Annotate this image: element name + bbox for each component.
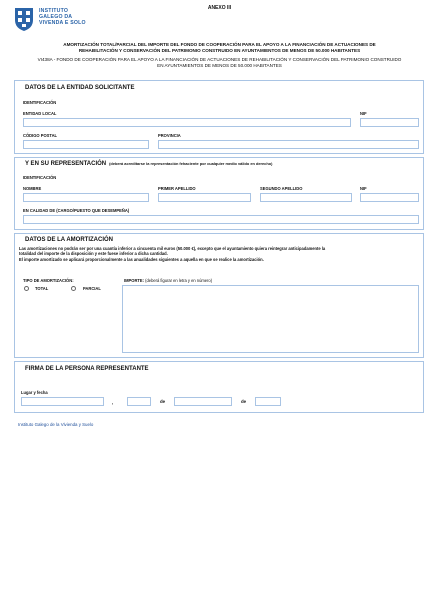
dia-field[interactable]	[127, 397, 151, 406]
nombre-label: NOMBRE	[23, 186, 42, 191]
identificacion-label: IDENTIFICACIÓN	[23, 175, 57, 180]
nombre-field[interactable]	[23, 193, 149, 202]
segundo-apellido-field[interactable]	[260, 193, 352, 202]
document-title	[15, 42, 424, 54]
importe-label	[124, 278, 212, 283]
footer-text: Instituto Galego de la Vivienda y Suelo	[18, 422, 94, 427]
nif-label: NIF	[360, 111, 367, 116]
amortizacion-text	[19, 246, 421, 262]
anexo-label: ANEXO III	[207, 5, 232, 11]
logo	[13, 6, 113, 42]
parcial-radio[interactable]	[71, 286, 76, 291]
logo-line: GALEGO DA	[39, 14, 73, 21]
parcial-label: PARCIAL	[83, 286, 101, 291]
segundo-apellido-label: SEGUNDO APELLIDO	[260, 186, 303, 191]
subtitle-line: EN AYUNTAMIENTOS DE MENOS DE 50.000 HABITANTES	[157, 63, 282, 68]
de-separator: de	[160, 399, 166, 404]
title-line: REHABILITACIÓN Y CONSERVACIÓN DEL PATRIMONIO CONSTRUIDO EN AYUNTAMIENTOS DE MENOS DE 50.000 HABITANTES	[78, 48, 361, 53]
text-line: El importe amortizado se aplicará proporcionalmente a las anualidades siguientes a aquella en que se realice la amortización.	[19, 256, 264, 262]
section-title	[25, 161, 272, 167]
section-firma	[14, 361, 424, 413]
codigo-postal-label: CÓDIGO POSTAL	[23, 133, 58, 138]
importe-note: (deberá figurar en letra y en número)	[145, 278, 213, 283]
nif-field[interactable]	[360, 193, 419, 202]
subtitle-line: VI438A - FONDO DE COOPERACIÓN PARA EL APOYO A LA FINANCIACIÓN DE ACTUACIONES DE REHABILITACIÓN Y CONSERVACIÓN DEL PATRIMONIO CONSTRUIDO	[37, 57, 402, 62]
identificacion-label: IDENTIFICACIÓN	[23, 100, 57, 105]
lugar-field[interactable]	[21, 397, 104, 406]
importe-field[interactable]	[122, 285, 419, 353]
ano-field[interactable]	[255, 397, 281, 406]
nif-label: NIF	[360, 186, 367, 191]
text-line: totalidad del importe de la disposición y este fuese inferior a dicha cantidad.	[19, 251, 168, 257]
comma-separator: ,	[112, 400, 114, 405]
section-representacion	[14, 157, 424, 230]
nif-field[interactable]	[360, 118, 419, 127]
section-note: (deberá acreditarse la representación fehaciente por cualquier medio válido en derecho)	[109, 161, 273, 166]
importe-label-text: IMPORTE:	[124, 278, 145, 283]
entidad-local-label: ENTIDAD LOCAL	[23, 111, 57, 116]
primer-apellido-label: PRIMER APELLIDO	[158, 186, 196, 191]
de-separator: de	[241, 399, 247, 404]
logo-line: VIVENDA E SOLO	[39, 20, 86, 27]
logo-line: INSTITUTO	[39, 8, 69, 14]
primer-apellido-field[interactable]	[158, 193, 251, 202]
total-label: TOTAL	[35, 286, 49, 291]
codigo-postal-field[interactable]	[23, 140, 149, 149]
provincia-field[interactable]	[158, 140, 419, 149]
section-amortizacion	[14, 233, 424, 358]
text-line: Las amortizaciones no podrán ser por una cuantía inferior a cincuenta mil euros (50.000 €), excepto que el ayuntamiento quiera reintegrar anticipadamente la	[19, 246, 326, 251]
provincia-label: PROVINCIA	[158, 133, 181, 138]
document-subtitle	[15, 57, 424, 69]
tipo-amortizacion-label: TIPO DE AMORTIZACIÓN:	[23, 278, 74, 283]
title-line: AMORTIZACIÓN TOTAL/PARCIAL DEL IMPORTE DEL FONDO DE COOPERACIÓN PARA EL APOYO A LA FINANCIACIÓN DE ACTUACIONES DE	[63, 42, 376, 47]
section-title-text: Y EN SU REPRESENTACIÓN	[25, 161, 107, 167]
lugar-fecha-label: Lugar y fecha	[21, 390, 48, 395]
section-title: DATOS DE LA AMORTIZACIÓN	[25, 237, 113, 243]
section-title: DATOS DE LA ENTIDAD SOLICITANTE	[25, 85, 135, 91]
entidad-local-field[interactable]	[23, 118, 351, 127]
section-title: FIRMA DE LA PERSONA REPRESENTANTE	[25, 366, 149, 372]
en-calidad-field[interactable]	[23, 215, 419, 224]
mes-field[interactable]	[174, 397, 232, 406]
total-radio[interactable]	[24, 286, 29, 291]
section-entidad	[14, 80, 424, 154]
en-calidad-label: EN CALIDAD DE (CARGO/PUESTO QUE DESEMPEÑA)	[23, 208, 130, 213]
